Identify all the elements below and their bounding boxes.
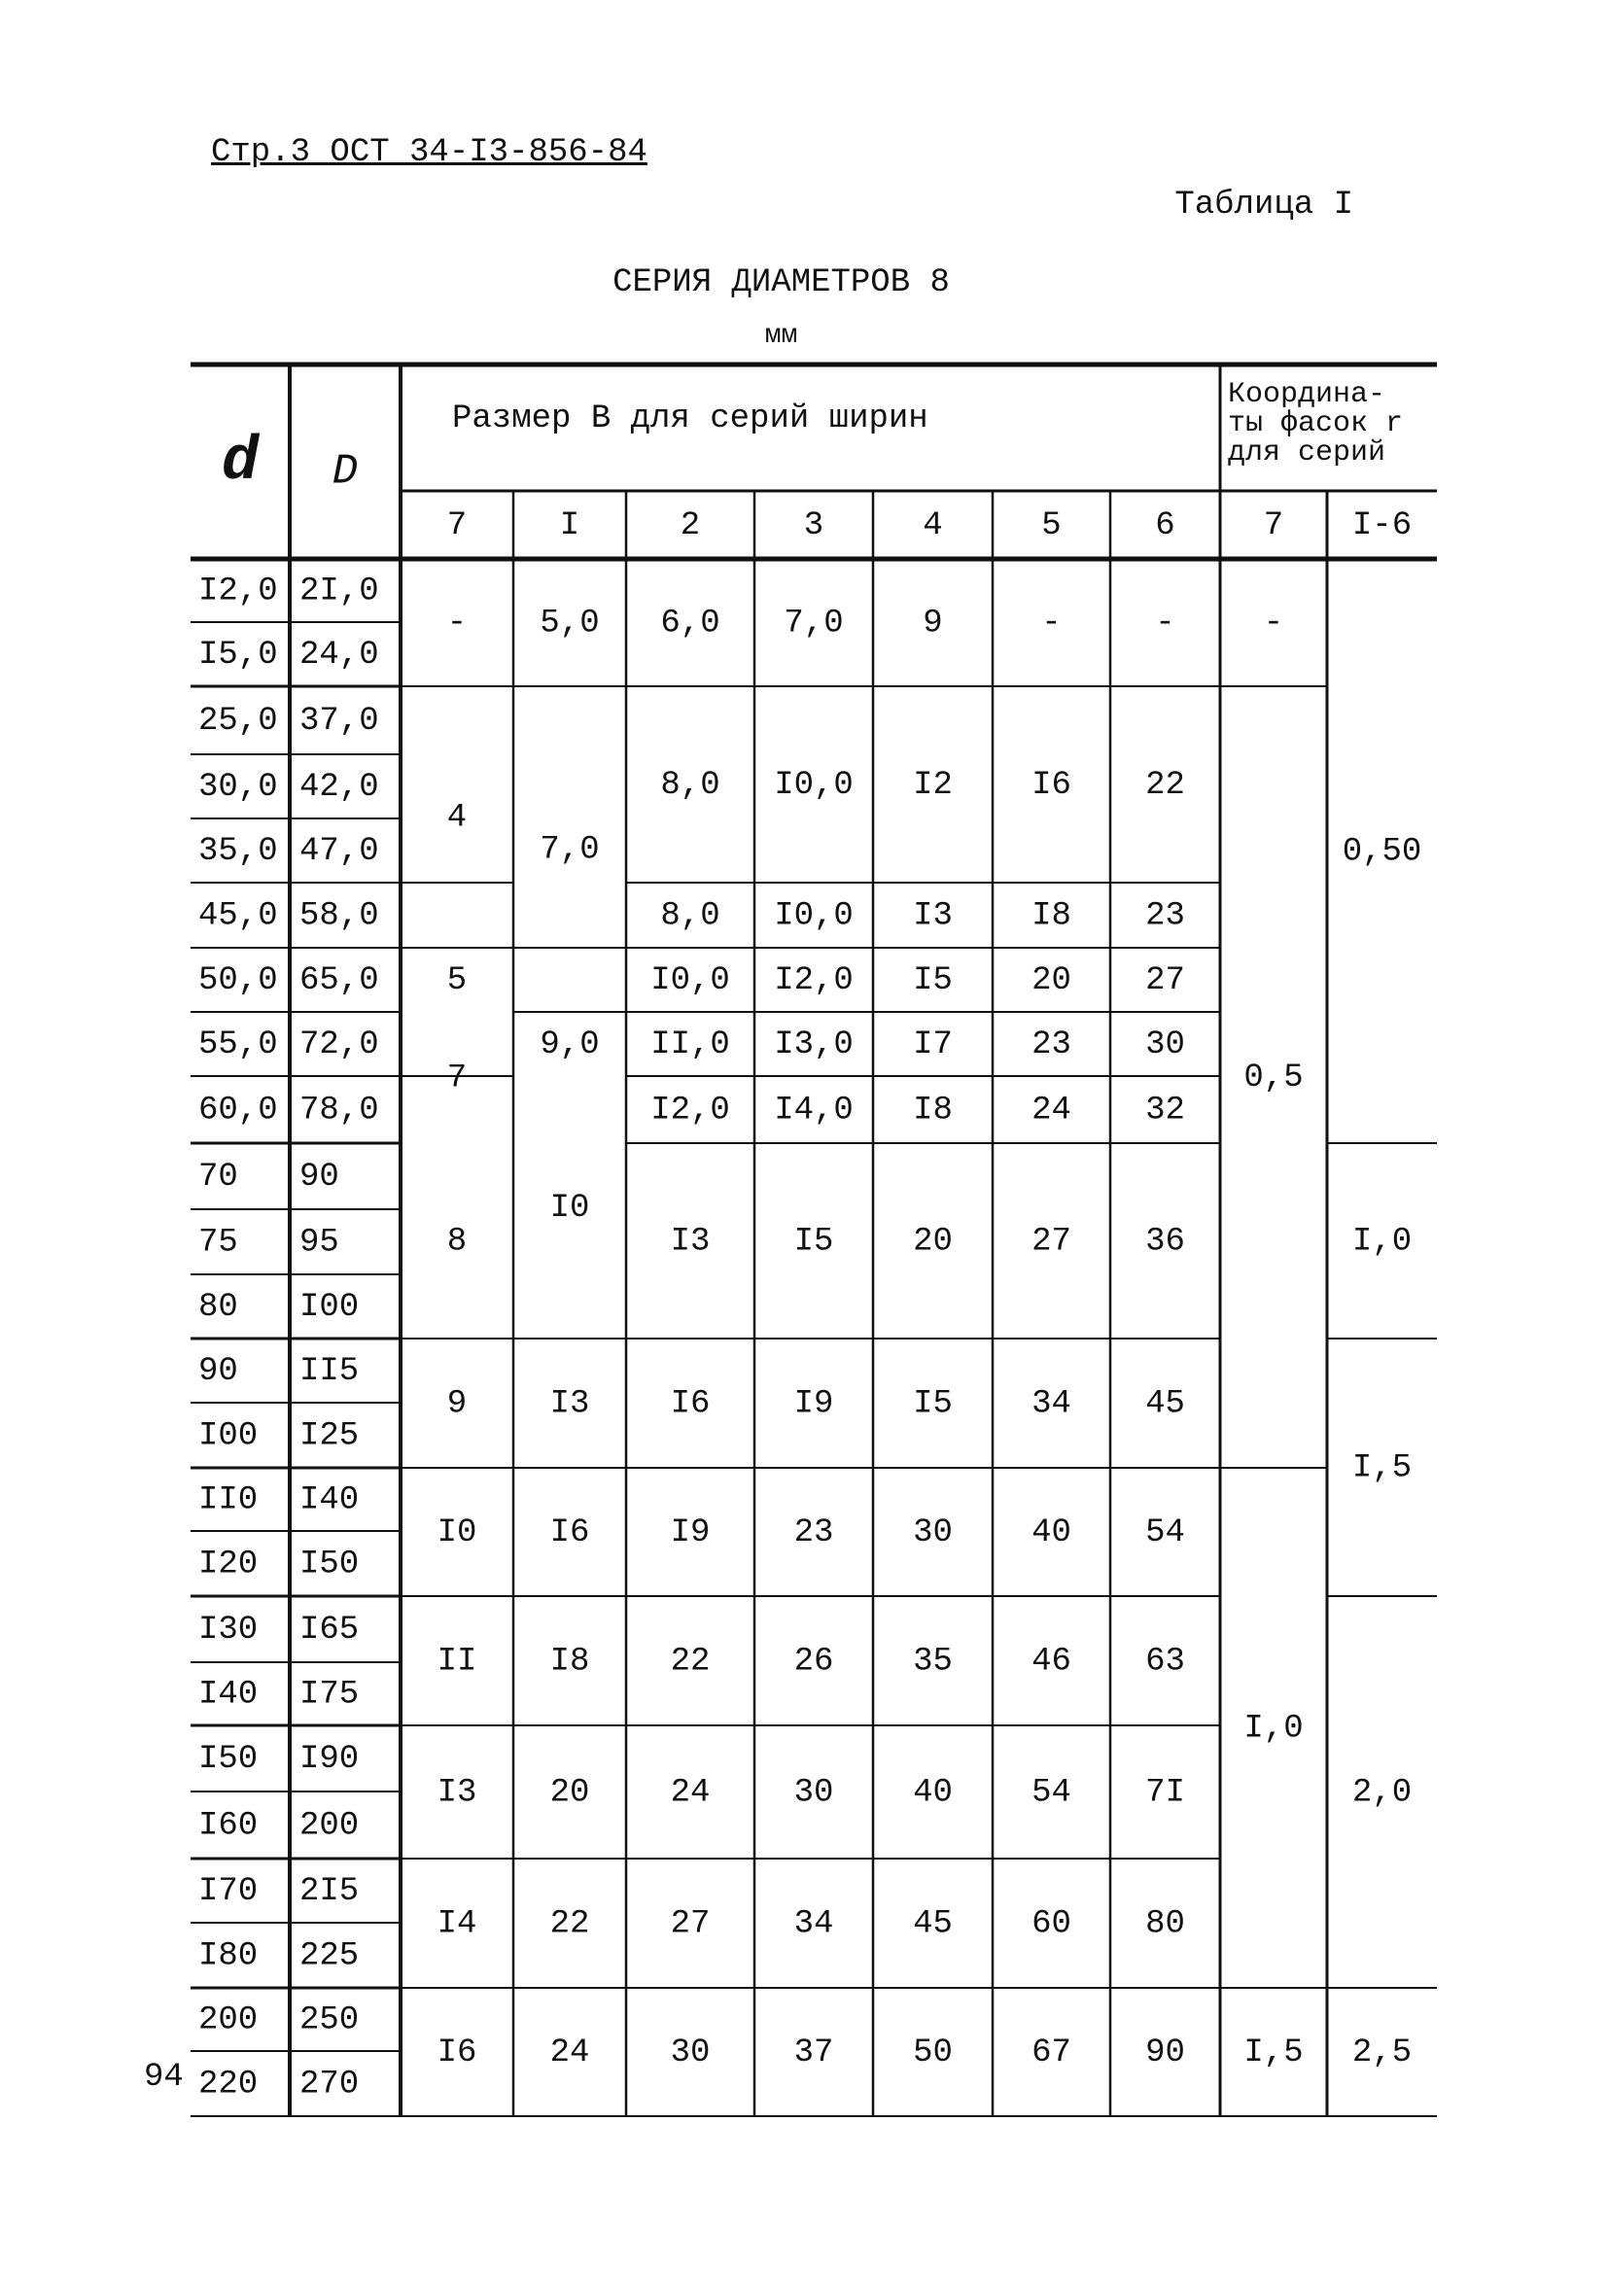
cell-width-6: 63 (1145, 1643, 1185, 1681)
cell-chamfer-1-6: 2,5 (1351, 2034, 1413, 2071)
cell-D: I50 (299, 1546, 360, 1583)
cell-width-7: I3 (437, 1774, 477, 1812)
cell-chamfer-1-6: 0,50 (1342, 833, 1422, 871)
cell-width-I: 9,0 (540, 1026, 600, 1063)
cell-chamfer-7: I,0 (1243, 1710, 1304, 1748)
cell-width-2: 30 (670, 2034, 711, 2071)
cell-D: I00 (299, 1288, 360, 1326)
cell-width-2: 27 (670, 1905, 711, 1943)
cell-width-2: II,0 (650, 1026, 730, 1063)
cell-D: I65 (299, 1611, 360, 1649)
cell-width-5: - (1041, 605, 1062, 643)
cell-width-5: 40 (1031, 1513, 1071, 1551)
cell-width-6: 22 (1145, 766, 1185, 804)
cell-width-4: 9 (923, 605, 943, 643)
cell-width-2: I0,0 (650, 961, 730, 999)
cell-width-6: 32 (1145, 1092, 1185, 1130)
width-series-header: 6 (1155, 506, 1175, 544)
chamfer-group-header-line: ты фасок r (1228, 406, 1404, 440)
cell-d: 60,0 (198, 1092, 278, 1130)
cell-width-2: 8,0 (660, 897, 720, 935)
cell-width-4: I5 (913, 1385, 953, 1423)
cell-d: I2,0 (198, 573, 278, 610)
cell-width-3: I4,0 (774, 1092, 854, 1130)
cell-width-3: I9 (793, 1385, 834, 1423)
cell-width-6: 90 (1145, 2034, 1185, 2071)
cell-D: 90 (299, 1158, 339, 1196)
width-series-header: I (559, 506, 580, 544)
cell-D: 2I5 (299, 1872, 360, 1910)
cell-d: I80 (198, 1937, 259, 1975)
cell-D: 250 (299, 2001, 360, 2039)
cell-D: 95 (299, 1224, 339, 1262)
cell-width-2: 6,0 (660, 605, 720, 643)
cell-width-2: 22 (670, 1643, 711, 1681)
width-series-header: 2 (680, 506, 701, 544)
cell-width-3: 30 (793, 1774, 834, 1812)
cell-width-I: I0 (549, 1189, 590, 1227)
width-series-header: 7 (446, 506, 468, 544)
cell-D: I75 (299, 1676, 360, 1714)
cell-D: 58,0 (299, 897, 379, 935)
cell-D: 270 (299, 2066, 360, 2104)
cell-width-4: I5 (913, 961, 953, 999)
cell-d: II0 (198, 1481, 259, 1519)
cell-D: 78,0 (299, 1092, 379, 1130)
cell-width-4: 35 (913, 1643, 953, 1681)
cell-d: 55,0 (198, 1026, 278, 1063)
cell-width-2: 8,0 (660, 766, 720, 804)
cell-d: 75 (198, 1224, 238, 1262)
column-header-D: D (332, 447, 359, 497)
cell-width-6: 36 (1145, 1223, 1185, 1261)
cell-width-6: 45 (1145, 1385, 1185, 1423)
cell-width-I: 5,0 (540, 605, 600, 643)
cell-width-6: 54 (1145, 1513, 1185, 1551)
cell-d: 90 (198, 1352, 238, 1390)
cell-width-5: I6 (1031, 766, 1071, 804)
cell-D: 2I,0 (299, 573, 379, 610)
cell-D: 42,0 (299, 768, 379, 806)
cell-d: 200 (198, 2001, 259, 2039)
cell-width-4: I8 (913, 1092, 953, 1130)
cell-width-3: 26 (793, 1643, 834, 1681)
cell-chamfer-7: I,5 (1243, 2034, 1304, 2071)
cell-width-7: 4 (446, 799, 468, 837)
cell-width-5: 46 (1031, 1643, 1071, 1681)
cell-width-3: I2,0 (774, 961, 854, 999)
cell-width-7: I0 (437, 1513, 477, 1551)
cell-d: 25,0 (198, 702, 278, 740)
cell-d: I5,0 (198, 636, 278, 674)
cell-D: 47,0 (299, 832, 379, 870)
cell-D: 72,0 (299, 1026, 379, 1063)
cell-D: 65,0 (299, 961, 379, 999)
cell-D: 225 (299, 1937, 360, 1975)
cell-D: 37,0 (299, 702, 379, 740)
cell-width-5: I8 (1031, 897, 1071, 935)
cell-chamfer-1-6: I,0 (1351, 1223, 1413, 1261)
cell-d: 220 (198, 2066, 259, 2104)
cell-width-4: I7 (913, 1026, 953, 1063)
cell-width-2: I9 (670, 1513, 711, 1551)
cell-D: 24,0 (299, 636, 379, 674)
cell-width-6: 23 (1145, 897, 1185, 935)
cell-width-3: 37 (793, 2034, 834, 2071)
cell-width-4: I2 (913, 766, 953, 804)
cell-d: I30 (198, 1611, 259, 1649)
cell-width-7: I4 (437, 1905, 477, 1943)
chamfer-group-header-line: для серий (1228, 435, 1386, 470)
cell-width-5: 54 (1031, 1774, 1071, 1812)
cell-width-3: I0,0 (774, 766, 854, 804)
chamfer-group-header-line: Координа- (1228, 377, 1386, 411)
chamfer-series-header: I-6 (1351, 506, 1413, 544)
width-series-group-header: Размер В для серий ширин (452, 400, 928, 437)
width-series-header: 4 (923, 506, 943, 544)
cell-width-7: 5 (446, 961, 468, 999)
cell-width-3: 7,0 (784, 605, 844, 643)
cell-width-I: I6 (549, 1513, 590, 1551)
cell-width-4: 20 (913, 1223, 953, 1261)
cell-width-7: 8 (446, 1223, 468, 1261)
cell-width-5: 67 (1031, 2034, 1071, 2071)
cell-width-7: 7 (446, 1060, 468, 1097)
cell-width-2: I2,0 (650, 1092, 730, 1130)
cell-width-6: 7I (1145, 1774, 1185, 1812)
cell-d: 70 (198, 1158, 238, 1196)
cell-D: I25 (299, 1417, 360, 1455)
cell-d: 35,0 (198, 832, 278, 870)
width-series-header: 5 (1041, 506, 1062, 544)
cell-chamfer-1-6: I,5 (1351, 1449, 1413, 1487)
cell-width-7: II (437, 1643, 477, 1681)
cell-width-3: I3,0 (774, 1026, 854, 1063)
cell-d: 45,0 (198, 897, 278, 935)
cell-width-2: 24 (670, 1774, 711, 1812)
cell-width-4: 50 (913, 2034, 953, 2071)
cell-width-4: 40 (913, 1774, 953, 1812)
cell-d: I00 (198, 1417, 259, 1455)
units-label: мм (764, 321, 798, 351)
cell-d: I60 (198, 1807, 259, 1845)
cell-width-I: I8 (549, 1643, 590, 1681)
cell-D: I40 (299, 1481, 360, 1519)
cell-D: 200 (299, 1807, 360, 1845)
cell-width-2: I6 (670, 1385, 711, 1423)
cell-width-3: I5 (793, 1223, 834, 1261)
cell-width-4: I3 (913, 897, 953, 935)
cell-d: I20 (198, 1546, 259, 1583)
cell-width-5: 27 (1031, 1223, 1071, 1261)
cell-chamfer-1-6: 2,0 (1351, 1774, 1413, 1812)
cell-width-5: 23 (1031, 1026, 1071, 1063)
cell-width-6: 27 (1145, 961, 1185, 999)
document-header: Стр.3 ОСТ 34-I3-856-84 (211, 134, 647, 171)
cell-width-4: 45 (913, 1905, 953, 1943)
cell-width-5: 24 (1031, 1092, 1071, 1130)
cell-D: II5 (299, 1352, 360, 1390)
cell-d: I40 (198, 1676, 259, 1714)
cell-width-I: I3 (549, 1385, 590, 1423)
cell-width-3: 23 (793, 1513, 834, 1551)
cell-width-3: 34 (793, 1905, 834, 1943)
cell-chamfer-7: 0,5 (1243, 1059, 1304, 1096)
cell-width-I: 7,0 (540, 831, 600, 869)
cell-width-2: I3 (670, 1223, 711, 1261)
cell-width-6: 30 (1145, 1026, 1185, 1063)
cell-chamfer-7: - (1263, 605, 1284, 643)
cell-width-7: - (446, 605, 468, 643)
cell-width-6: - (1155, 605, 1175, 643)
cell-width-5: 60 (1031, 1905, 1071, 1943)
cell-width-I: 24 (549, 2034, 590, 2071)
cell-width-3: I0,0 (774, 897, 854, 935)
cell-width-4: 30 (913, 1513, 953, 1551)
cell-width-I: 20 (549, 1774, 590, 1812)
cell-width-5: 20 (1031, 961, 1071, 999)
cell-width-7: 9 (446, 1385, 468, 1423)
cell-d: I50 (198, 1740, 259, 1778)
table-title: СЕРИЯ ДИАМЕТРОВ 8 (612, 264, 950, 301)
cell-d: 30,0 (198, 768, 278, 806)
cell-width-6: 80 (1145, 1905, 1185, 1943)
cell-d: 50,0 (198, 961, 278, 999)
cell-width-5: 34 (1031, 1385, 1071, 1423)
cell-D: I90 (299, 1740, 360, 1778)
cell-d: 80 (198, 1288, 238, 1326)
width-series-header: 3 (803, 506, 824, 544)
cell-width-I: 22 (549, 1905, 590, 1943)
cell-width-7: I6 (437, 2034, 477, 2071)
table-number: Таблица I (1174, 187, 1353, 224)
page-number: 94 (144, 2059, 184, 2096)
column-header-d: d (221, 427, 260, 498)
chamfer-series-header: 7 (1263, 506, 1284, 544)
cell-d: I70 (198, 1872, 259, 1910)
